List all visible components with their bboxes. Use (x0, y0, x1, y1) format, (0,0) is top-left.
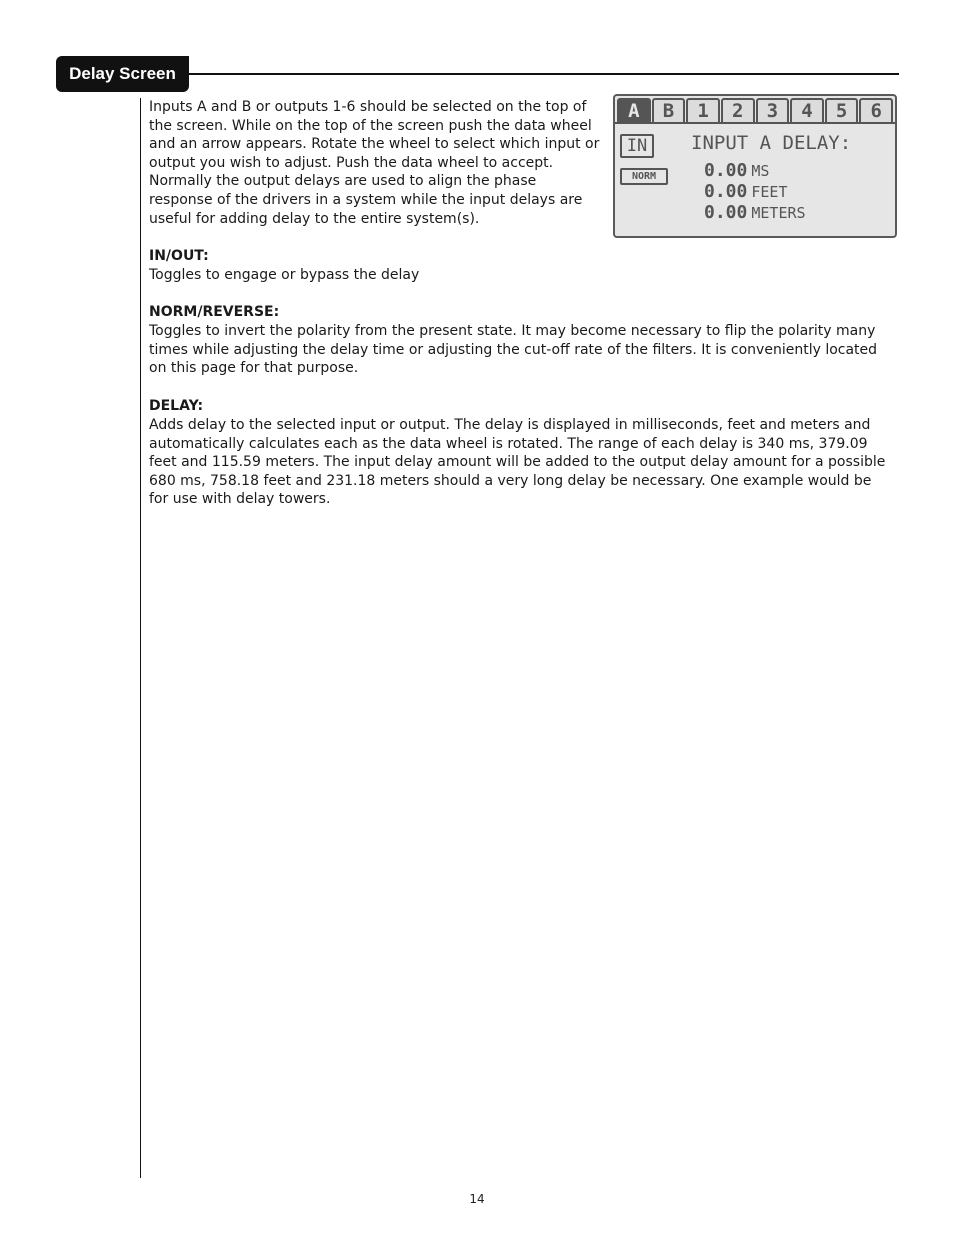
lcd-title: INPUT A DELAY: (691, 132, 852, 154)
tab-output-5[interactable]: 5 (825, 98, 859, 124)
inout-text: Toggles to engage or bypass the delay (149, 267, 420, 283)
channel-tabs (617, 98, 893, 122)
tab-input-a[interactable]: A (617, 98, 651, 124)
normreverse-heading: NORM/REVERSE: (149, 304, 280, 320)
inout-heading: IN/OUT: (149, 248, 209, 264)
tab-output-4[interactable]: 4 (790, 98, 824, 124)
norm-reverse-button[interactable]: NORM (620, 168, 668, 185)
delay-meters-value: 0.00 (704, 202, 748, 223)
delay-lcd-screen (613, 94, 897, 238)
delay-feet-unit: FEET (751, 183, 788, 201)
tab-output-1[interactable]: 1 (686, 98, 720, 124)
in-out-button[interactable]: IN (620, 134, 654, 158)
tab-input-b[interactable]: B (652, 98, 686, 124)
intro-paragraph: Inputs A and B or outputs 1-6 should be selected on the top of the screen. While on the top of the screen push the data wheel and an arrow appears. Rotate the wheel to select which input or output you wish to adjust. Push the data wheel to accept. Normally the output delays are used to align the phase response of the drivers in a system while the input delays are useful for adding delay to the entire system(s). (149, 99, 600, 227)
tab-output-6[interactable]: 6 (859, 98, 893, 124)
delay-ms-unit: MS (751, 162, 770, 180)
tab-underline (615, 122, 895, 124)
delay-ms-row[interactable] (704, 160, 769, 181)
normreverse-text: Toggles to invert the polarity from the present state. It may become necessary to flip the polarity many times while adjusting the delay time or adjusting the cut-off rate of the filters. It is conveniently located on this page for that purpose. (149, 323, 878, 377)
section-title: Delay Screen (56, 56, 189, 92)
delay-meters-row (704, 202, 806, 223)
delay-feet-row (704, 181, 787, 202)
left-margin-rule (140, 98, 141, 1178)
delay-feet-value: 0.00 (704, 181, 748, 202)
tab-output-3[interactable]: 3 (756, 98, 790, 124)
header-rule (185, 73, 899, 75)
page-number: 14 (469, 1192, 485, 1206)
delay-text: Adds delay to the selected input or output. The delay is displayed in milliseconds, feet and meters and automatically calculates each as the data wheel is rotated. The range of each delay is 340 ms, 379.09 feet and 115.59 meters. The input delay amount will be added to the output delay amount for a possible 680 ms, 758.18 feet and 231.18 meters should a very long delay be necessary. One example would be for use with delay towers. (149, 417, 886, 508)
tab-output-2[interactable]: 2 (721, 98, 755, 124)
delay-ms-value: 0.00 (704, 160, 748, 181)
delay-heading: DELAY: (149, 398, 204, 414)
delay-meters-unit: METERS (751, 204, 806, 222)
